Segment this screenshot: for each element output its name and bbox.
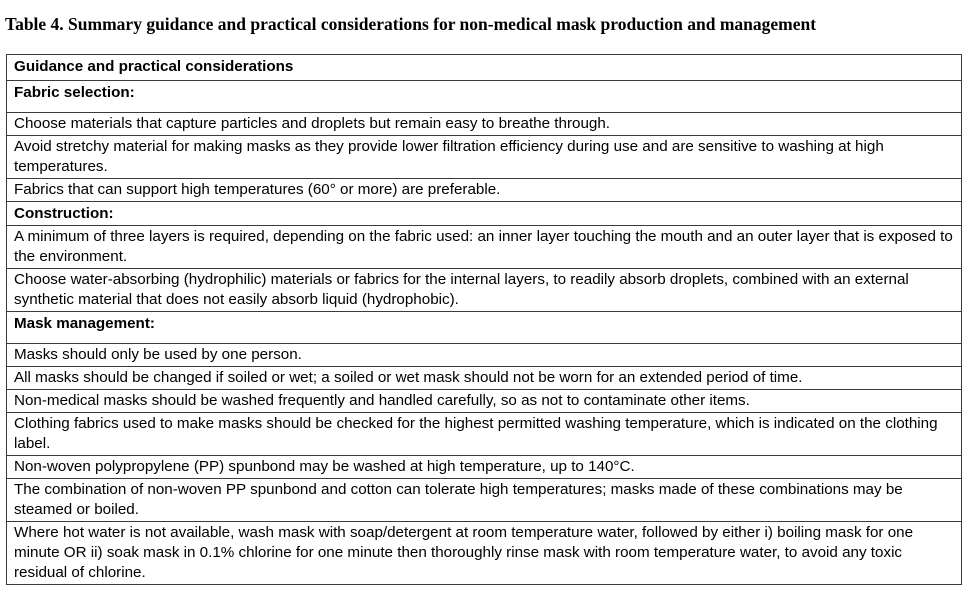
table-cell: Where hot water is not available, wash mask with soap/detergent at room temperature water, followed by either i) boiling mask for one minute OR ii) soak mask in 0.1% chlorine for one minute then thoroughly rinse mask with room temperature water, to avoid any toxic residual of chlorine. <box>7 522 962 585</box>
table-header-row <box>7 55 962 81</box>
table-cell: Avoid stretchy material for making masks as they provide lower filtration efficiency during use and are sensitive to washing at high temperatures. <box>7 136 962 179</box>
table-cell: Choose water-absorbing (hydrophilic) materials or fabrics for the internal layers, to readily absorb droplets, combined with an external synthetic material that does not easily absorb liquid (hydrophobic). <box>7 269 962 312</box>
table-row <box>7 413 962 456</box>
table-cell: Non-woven polypropylene (PP) spunbond may be washed at high temperature, up to 140°C. <box>7 456 962 479</box>
table-row <box>7 456 962 479</box>
table-row <box>7 269 962 312</box>
table-row <box>7 522 962 585</box>
section-title-construction: Construction: <box>7 202 962 226</box>
table-header-cell: Guidance and practical considerations <box>7 55 962 81</box>
section-title-fabric-selection: Fabric selection: <box>7 81 962 113</box>
table-cell: Choose materials that capture particles and droplets but remain easy to breathe through. <box>7 113 962 136</box>
section-row-mask-management <box>7 312 962 344</box>
table-cell: A minimum of three layers is required, depending on the fabric used: an inner layer touching the mouth and an outer layer that is exposed to the environment. <box>7 226 962 269</box>
section-row-fabric-selection <box>7 81 962 113</box>
table-row <box>7 226 962 269</box>
table-cell: Masks should only be used by one person. <box>7 344 962 367</box>
table-row <box>7 479 962 522</box>
table-row <box>7 179 962 202</box>
table-cell: Clothing fabrics used to make masks should be checked for the highest permitted washing temperature, which is indicated on the clothing label. <box>7 413 962 456</box>
guidance-table <box>6 54 962 585</box>
table-cell: Fabrics that can support high temperatures (60° or more) are preferable. <box>7 179 962 202</box>
table-row <box>7 390 962 413</box>
table-cell: Non-medical masks should be washed frequently and handled carefully, so as not to contaminate other items. <box>7 390 962 413</box>
table-row <box>7 113 962 136</box>
table-row <box>7 367 962 390</box>
table-row <box>7 344 962 367</box>
table-row <box>7 136 962 179</box>
section-row-construction <box>7 202 962 226</box>
table-cell: The combination of non-woven PP spunbond and cotton can tolerate high temperatures; masks made of these combinations may be steamed or boiled. <box>7 479 962 522</box>
table-caption: Table 4. Summary guidance and practical considerations for non-medical mask production and management <box>5 14 817 34</box>
table-cell: All masks should be changed if soiled or wet; a soiled or wet mask should not be worn for an extended period of time. <box>7 367 962 390</box>
section-title-mask-management: Mask management: <box>7 312 962 344</box>
